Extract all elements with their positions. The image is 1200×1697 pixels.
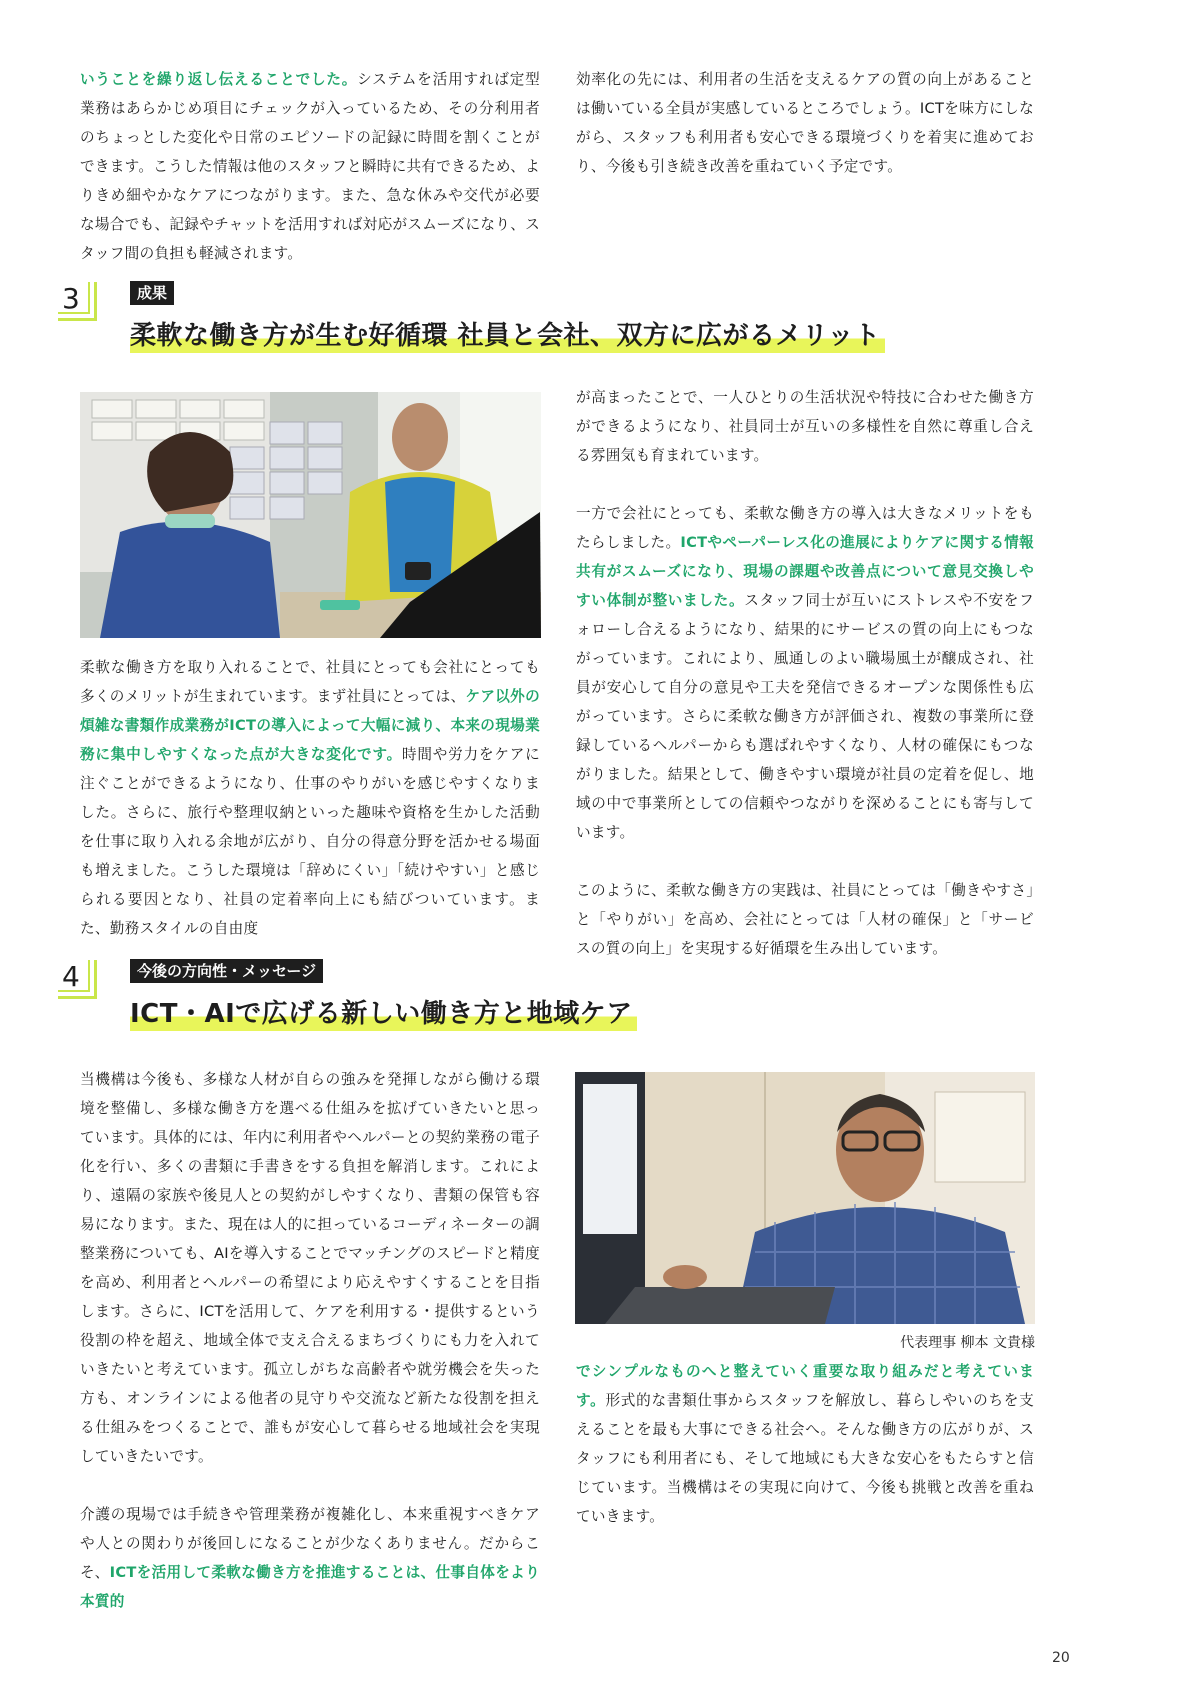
section4-photo-image [575, 1072, 1035, 1324]
section4-photo-caption: 代表理事 柳本 文貴様 [900, 1335, 1035, 1351]
section4-left-column [80, 1065, 540, 1616]
section3-number: 3 [62, 282, 80, 315]
page-number: 20 [1052, 1650, 1070, 1666]
section4-title: ICT・AIで広げる新しい働き方と地域ケア [130, 997, 637, 1031]
section4-number: 4 [62, 960, 80, 993]
intro-left-column [80, 65, 540, 268]
section3-left-column [80, 653, 540, 943]
intro-left-paragraph: いうことを繰り返し伝えることでした。システムを活用すれば定型業務はあらかじめ項目にチェックが入っているため、その分利用者のちょっとした変化や日常のエピソードの記録に時間を割くことができます。こうした情報は他のスタッフと瞬時に共有できるため、よりきめ細やかなケアにつながります。また、急な休みや交代が必要な場合でも、記録やチャットを活用すれば対応がスムーズになり、スタッフ間の負担も軽減されます。 [80, 71, 540, 262]
section3-right-paragraph-1: が高まったことで、一人ひとりの生活状況や特技に合わせた働き方ができるようになり、社員同士が互いの多様性を自然に尊重し合える雰囲気も育まれています。 [576, 389, 1034, 464]
section4-left-paragraph-2: 介護の現場では手続きや管理業務が複雑化し、本来重視すべきケアや人との関わりが後回しになることが少なくありません。だからこそ、ICTを活用して柔軟な働き方を推進することは、仕事自体をより本質的 [80, 1506, 540, 1610]
section3-bracket-inner [58, 282, 90, 314]
section4-bracket-inner [58, 960, 90, 992]
section4-photo [575, 1072, 1035, 1324]
section3-right-column [576, 383, 1034, 963]
section4-right-paragraph: でシンプルなものへと整えていく重要な取り組みだと考えています。形式的な書類仕事からスタッフを解放し、暮らしやいのちを支えることを最も大事にできる社会へ。そんな働き方の広がりが、スタッフにも利用者にも、そして地域にも大きな安心をもたらすと信じています。当機構はその実現に向けて、今後も挑戦と改善を重ねていきます。 [576, 1363, 1035, 1525]
section3-tag: 成果 [130, 281, 174, 305]
section4-right-column [576, 1357, 1034, 1531]
section3-title: 柔軟な働き方が生む好循環 社員と会社、双方に広がるメリット [130, 319, 885, 353]
intro-right-paragraph: 効率化の先には、利用者の生活を支えるケアの質の向上があることは働いている全員が実感しているところでしょう。ICTを味方にしながら、スタッフも利用者も安心できる環境づくりを着実に進めており、今後も引き続き改善を重ねていく予定です。 [576, 71, 1034, 175]
section4-left-paragraph-1: 当機構は今後も、多様な人材が自らの強みを発揮しながら働ける環境を整備し、多様な働き方を選べる仕組みを拡げていきたいと思っています。具体的には、年内に利用者やヘルパーとの契約業務の電子化を行い、多くの書類に手書きをする負担を解消します。これにより、遠隔の家族や後見人との契約がしやすくなり、書類の保管も容易になります。また、現在は人的に担っているコーディネーターの調整業務についても、AIを導入することでマッチングのスピードと精度を高め、利用者とヘルパーの希望により応えやすくすることを目指します。さらに、ICTを活用して、ケアを利用する・提供するという役割の枠を超え、地域全体で支え合えるまちづくりにも力を入れていきたいと考えています。孤立しがちな高齢者や就労機会を失った方も、オンラインによる他者の見守りや交流など新たな役割を担える仕組みをつくることで、誰もが安心して暮らせる地域社会を実現していきたいです。 [80, 1071, 540, 1465]
section3-photo-image [80, 392, 541, 638]
section3-right-paragraph-2: 一方で会社にとっても、柔軟な働き方の導入は大きなメリットをもたらしました。ICTやペーパーレス化の進展によりケアに関する情報共有がスムーズになり、現場の課題や改善点について意見交換しやすい体制が整いました。スタッフ同士が互いにストレスや不安をフォローし合えるようになり、結果的にサービスの質の向上にもつながっています。これにより、風通しのよい職場風土が醸成され、社員が安心して自分の意見や工夫を発信できるオープンな関係性も広がっています。さらに柔軟な働き方が評価され、複数の事業所に登録しているヘルパーからも選ばれやすくなり、人材の確保にもつながりました。結果として、働きやすい環境が社員の定着を促し、地域の中で事業所としての信頼やつながりを深めることにも寄与しています。 [576, 505, 1035, 841]
section4-tag: 今後の方向性・メッセージ [130, 959, 323, 983]
section3-right-paragraph-3: このように、柔軟な働き方の実践は、社員にとっては「働きやすさ」と「やりがい」を高め、会社にとっては「人材の確保」と「サービスの質の向上」を実現する好循環を生み出しています。 [576, 882, 1034, 957]
intro-right-column [576, 65, 1034, 181]
section3-left-paragraph: 柔軟な働き方を取り入れることで、社員にとっても会社にとっても多くのメリットが生まれています。まず社員にとっては、ケア以外の煩雑な書類作成業務がICTの導入によって大幅に減り、本来の現場業務に集中しやすくなった点が大きな変化です。時間や労力をケアに注ぐことができるようになり、仕事のやりがいを感じやすくなりました。さらに、旅行や整理収納といった趣味や資格を生かした活動を仕事に取り入れる余地が広がり、自分の得意分野を活かせる場面も増えました。こうした環境は「辞めにくい」「続けやすい」と感じられる要因となり、社員の定着率向上にも結びついています。また、勤務スタイルの自由度 [80, 659, 541, 937]
section3-photo [80, 392, 541, 638]
